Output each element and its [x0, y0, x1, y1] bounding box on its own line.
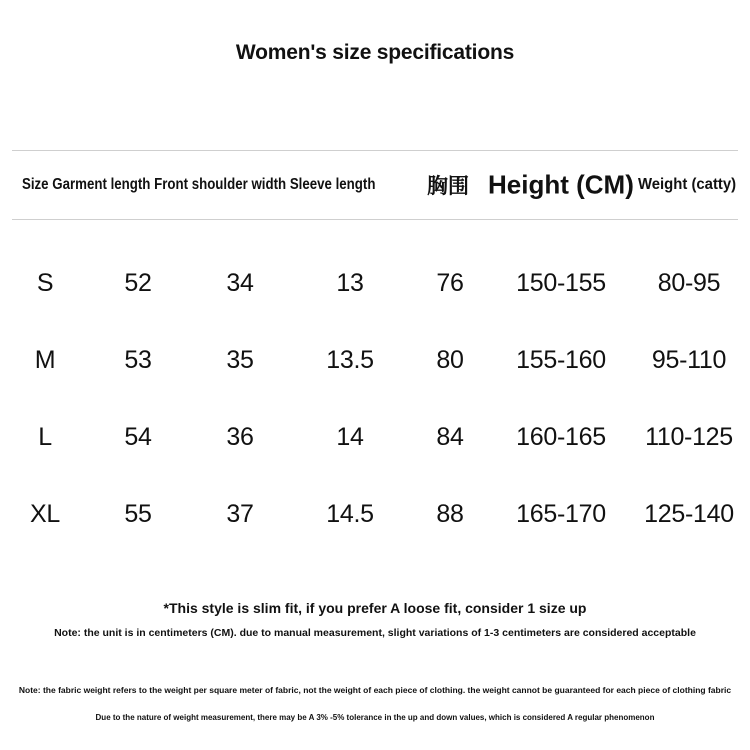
sleeve-length-cell: 13	[336, 269, 364, 297]
garment-length-cell: 54	[124, 423, 152, 451]
bust-cell: 84	[436, 423, 464, 451]
page-title: Women's size specifications	[235, 41, 515, 64]
garment-length-cell: 55	[124, 500, 152, 528]
header-weight-label: Weight (catty)	[638, 176, 737, 193]
height-cell: 165-170	[516, 500, 606, 528]
sleeve-length-cell: 14.5	[326, 500, 374, 528]
height-cell: 150-155	[516, 269, 606, 297]
header-height-label: Height (CM)	[488, 169, 634, 200]
tolerance-note: Due to the nature of weight measurement, there may be A 3% -5% tolerance in the up and down values, which is considered A regular phenomenon	[95, 713, 655, 722]
table-row	[0, 322, 750, 399]
size-cell: S	[36, 269, 54, 297]
weight-cell: 125-140	[644, 500, 734, 528]
header-bust-label: 胸围	[427, 175, 469, 198]
height-cell: 155-160	[516, 346, 606, 374]
height-cell: 160-165	[516, 423, 606, 451]
unit-note: Note: the unit is in centimeters (CM). due to manual measurement, slight variations of 1-3 centimeters are considered acceptable	[54, 627, 696, 639]
front-shoulder-width-cell: 37	[226, 500, 254, 528]
weight-cell: 110-125	[645, 423, 733, 451]
table-row	[0, 245, 750, 322]
size-cell: L	[38, 423, 52, 451]
header-measurements-label: Size Garment length Front shoulder width Sleeve length	[22, 176, 376, 193]
front-shoulder-width-cell: 35	[226, 346, 254, 374]
front-shoulder-width-cell: 36	[226, 423, 254, 451]
table-body	[0, 220, 750, 553]
table-header	[12, 150, 738, 220]
bust-cell: 88	[436, 500, 464, 528]
sleeve-length-cell: 13.5	[326, 346, 374, 374]
weight-cell: 80-95	[657, 269, 721, 297]
garment-length-cell: 53	[124, 346, 152, 374]
front-shoulder-width-cell: 34	[226, 269, 254, 297]
fabric-note: Note: the fabric weight refers to the weight per square meter of fabric, not the weight of each piece of clothing. the weight cannot be guaranteed for each piece of clothing fabric	[18, 685, 732, 695]
size-cell: XL	[30, 500, 60, 528]
table-row	[0, 399, 750, 476]
weight-cell: 95-110	[651, 346, 727, 374]
garment-length-cell: 52	[124, 269, 152, 297]
sleeve-length-cell: 14	[336, 423, 364, 451]
bust-cell: 80	[436, 346, 464, 374]
fit-note: *This style is slim fit, if you prefer A loose fit, consider 1 size up	[163, 600, 587, 616]
bust-cell: 76	[436, 269, 464, 297]
size-cell: M	[34, 346, 56, 374]
table-row	[0, 476, 750, 553]
